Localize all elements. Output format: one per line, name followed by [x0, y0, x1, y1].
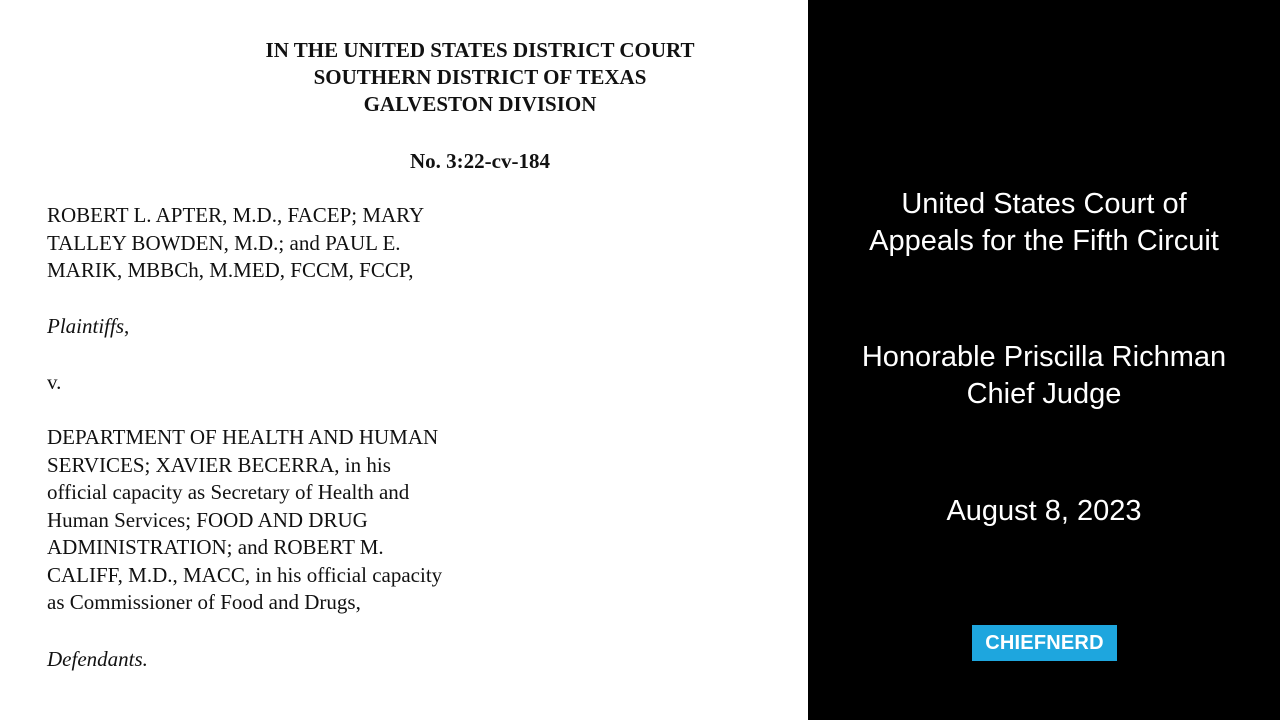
defendants-line: SERVICES; XAVIER BECERRA, in his: [47, 452, 391, 477]
judge-title: Chief Judge: [966, 378, 1122, 410]
court-heading-line: SOUTHERN DISTRICT OF TEXAS: [313, 65, 647, 89]
defendants-names: [47, 424, 547, 617]
defendants-line: official capacity as Secretary of Health and: [47, 480, 410, 504]
hearing-date: August 8, 2023: [946, 495, 1142, 527]
case-number: No. 3:22-cv-184: [410, 149, 550, 173]
defendants-line: Human Services; FOOD AND DRUG: [47, 507, 368, 532]
versus: v.: [47, 370, 62, 394]
plaintiffs-line: MARIK, MBBCh, M.MED, FCCM, FCCP,: [47, 258, 414, 282]
defendants-line: DEPARTMENT OF HEALTH AND HUMAN: [47, 425, 439, 449]
plaintiffs-label: Plaintiffs: [47, 314, 125, 338]
chiefnerd-logo: CHIEFNERD: [972, 625, 1117, 661]
judge-name: Honorable Priscilla Richman: [861, 341, 1227, 373]
court-heading-line: GALVESTON DIVISION: [363, 92, 597, 116]
plaintiffs-line: TALLEY BOWDEN, M.D.; and PAUL E.: [47, 230, 401, 255]
appeals-court-name: [808, 186, 1280, 260]
defendants-line: as Commissioner of Food and Drugs,: [47, 590, 361, 614]
info-sidebar: [808, 0, 1280, 720]
judge-info: [808, 339, 1280, 413]
plaintiffs-designation: [47, 313, 547, 341]
plaintiffs-names: [47, 202, 547, 285]
defendants-designation: [47, 646, 547, 674]
court-heading: [150, 37, 810, 118]
defendants-line: ADMINISTRATION; and ROBERT M.: [47, 535, 384, 559]
defendants-label: Defendants.: [47, 647, 148, 671]
appeals-court-line: United States Court of: [901, 188, 1187, 220]
defendants-line: CALIFF, M.D., MACC, in his official capacity: [47, 562, 443, 587]
plaintiffs-line: ROBERT L. APTER, M.D., FACEP; MARY: [47, 203, 425, 227]
versus-text: [47, 369, 547, 397]
appeals-court-line: Appeals for the Fifth Circuit: [869, 225, 1219, 257]
plaintiffs-label-suffix: ,: [124, 314, 130, 338]
court-heading-line: IN THE UNITED STATES DISTRICT COURT: [265, 38, 695, 62]
